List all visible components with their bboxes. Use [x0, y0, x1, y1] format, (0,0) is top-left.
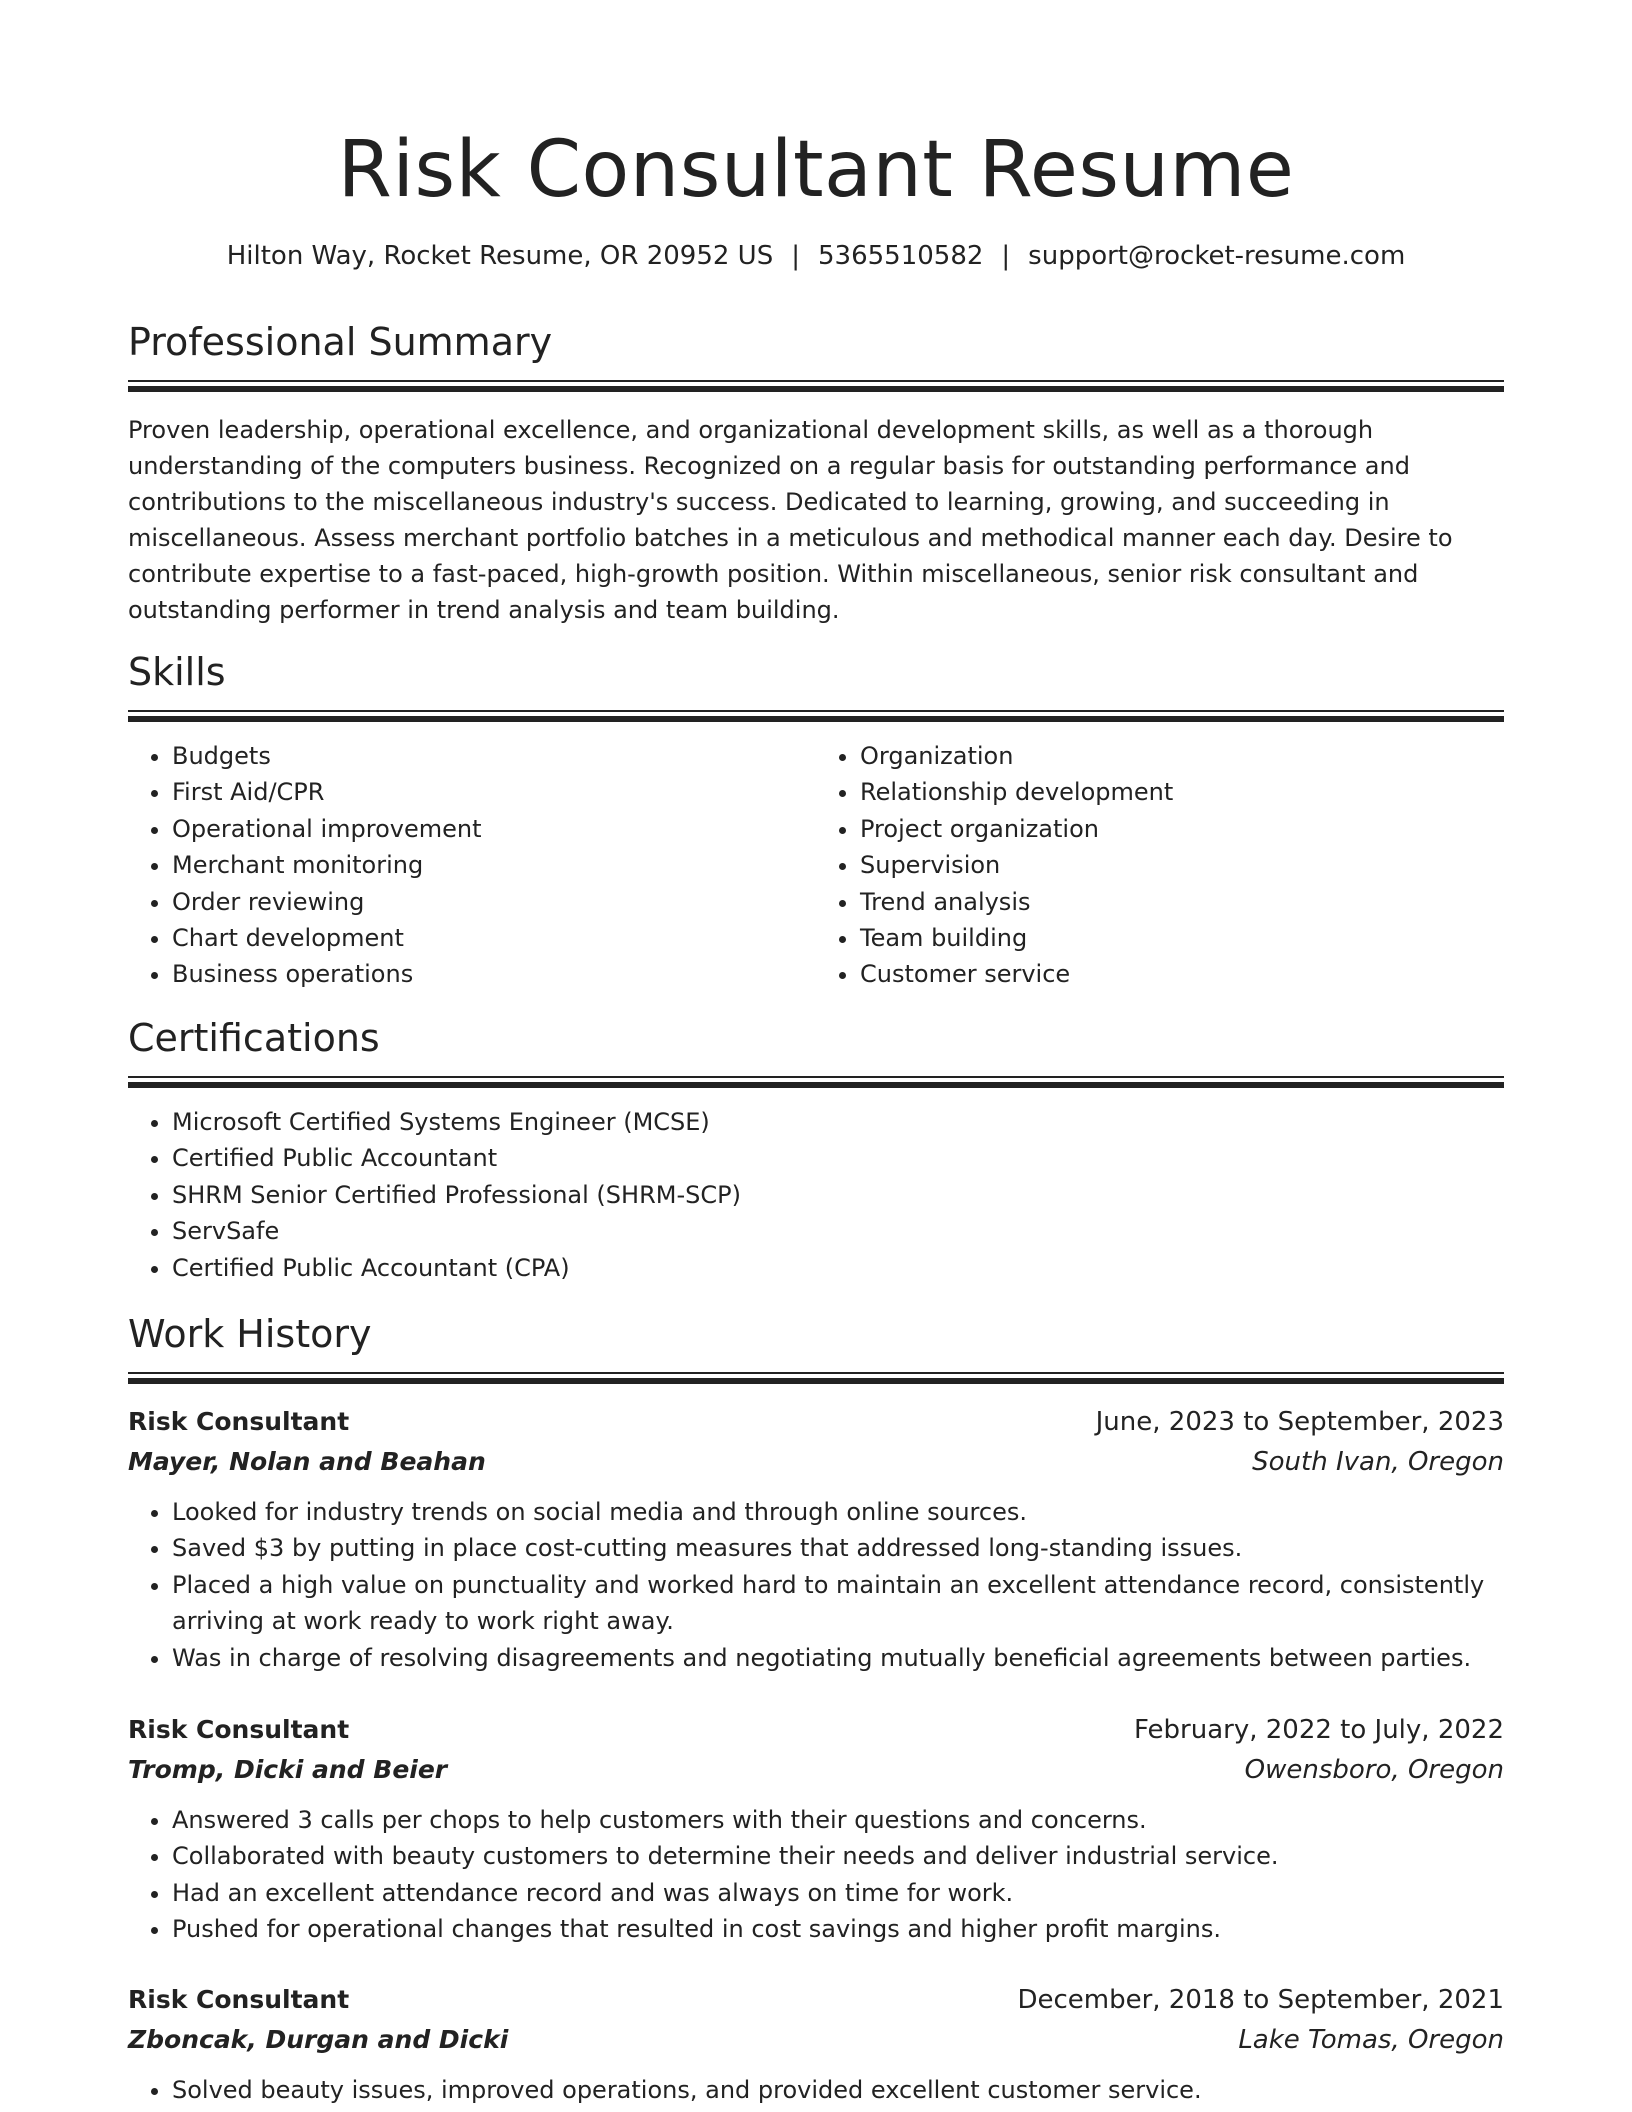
job-bullet: • Answered 3 calls per chops to help customers with their questions and concerns.: [172, 1802, 1504, 1838]
job-dates: February, 2022 to July, 2022: [1134, 1715, 1504, 1745]
skills-columns: [128, 716, 1504, 993]
certification-item: • ServSafe: [172, 1213, 1504, 1249]
job-bullet: • Solved beauty issues, improved operations, and provided excellent customer service.: [172, 2072, 1504, 2108]
skill-item: • Customer service: [860, 956, 1504, 992]
skill-item: • Project organization: [860, 811, 1504, 847]
job-title: Risk Consultant: [128, 1985, 350, 2014]
job-location: Owensboro, Oregon: [1244, 1755, 1504, 1785]
job-bullet: • Pushed for operational changes that resulted in cost savings and higher profit margins.: [172, 1911, 1504, 1947]
phone: 5365510582: [817, 241, 984, 271]
skill-item: • Trend analysis: [860, 884, 1504, 920]
page-title: Risk Consultant Resume: [337, 125, 1295, 215]
skill-item: • Order reviewing: [172, 884, 816, 920]
skill-item: • Operational improvement: [172, 811, 816, 847]
job-bullets: [128, 2072, 1504, 2108]
job-dates: December, 2018 to September, 2021: [1017, 1985, 1504, 2015]
job-bullet: • Looked for industry trends on social media and through online sources.: [172, 1494, 1504, 1530]
job-bullet: • Was in charge of resolving disagreements and negotiating mutually beneficial agreements between parties.: [172, 1640, 1504, 1676]
separator: |: [1001, 241, 1011, 271]
certification-item: • SHRM Senior Certified Professional (SHRM-SCP): [172, 1177, 1504, 1213]
address: Hilton Way, Rocket Resume, OR 20952 US: [226, 241, 774, 271]
job-entry: [128, 1710, 1504, 1948]
job-bullet: • Had an excellent attendance record and was always on time for work.: [172, 1875, 1504, 1911]
section-heading-work-history: Work History: [128, 1312, 372, 1356]
certification-item: • Certified Public Accountant (CPA): [172, 1250, 1504, 1286]
job-location: Lake Tomas, Oregon: [1238, 2025, 1504, 2055]
skill-item: • Budgets: [172, 738, 816, 774]
certification-item: • Certified Public Accountant: [172, 1140, 1504, 1176]
certifications-list: [128, 1104, 1504, 1286]
job-entry: [128, 1980, 1504, 2108]
skill-item: • Merchant monitoring: [172, 847, 816, 883]
skill-item: • Relationship development: [860, 774, 1504, 810]
job-title: Risk Consultant: [128, 1407, 350, 1436]
skill-item: • Organization: [860, 738, 1504, 774]
skill-item: • Supervision: [860, 847, 1504, 883]
job-company: Mayer, Nolan and Beahan: [128, 1447, 486, 1476]
job-bullet: • Collaborated with beauty customers to determine their needs and deliver industrial service.: [172, 1838, 1504, 1874]
job-entry: [128, 1402, 1504, 1676]
job-company: Tromp, Dicki and Beier: [128, 1755, 448, 1784]
job-title: Risk Consultant: [128, 1715, 350, 1744]
section-heading-summary: Professional Summary: [128, 320, 553, 364]
summary-text: Proven leadership, operational excellence, and organizational development skills, as well as a thorough understanding of the computers business. Recognized on a regular basis for outstanding performance and contributions to the miscellaneous industry's success. Dedicated to learning, growing, and succeeding in miscellaneous. Assess merchant portfolio batches in a meticulous and methodical manner each day. Desire to contribute expertise to a fast-paced, high-growth position. Within miscellaneous, senior risk consultant and outstanding performer in trend analysis and team building.: [128, 416, 1453, 624]
section-divider: [128, 380, 1504, 386]
skills-list-right: [816, 738, 1504, 993]
section-heading-skills: Skills: [128, 650, 226, 694]
email: support@rocket-resume.com: [1028, 241, 1406, 271]
contact-line: [128, 238, 1504, 274]
job-company: Zboncak, Durgan and Dicki: [128, 2025, 509, 2054]
skill-item: • First Aid/CPR: [172, 774, 816, 810]
job-bullet: • Saved $3 by putting in place cost-cutting measures that addressed long-standing issues.: [172, 1530, 1504, 1566]
job-bullets: [128, 1802, 1504, 1948]
skill-item: • Chart development: [172, 920, 816, 956]
skill-item: • Business operations: [172, 956, 816, 992]
job-bullets: [128, 1494, 1504, 1676]
certification-item: • Microsoft Certified Systems Engineer (MCSE): [172, 1104, 1504, 1140]
job-bullet: • Placed a high value on punctuality and worked hard to maintain an excellent attendance record, consistently arriving at work ready to work right away.: [172, 1567, 1504, 1640]
skill-item: • Team building: [860, 920, 1504, 956]
separator: |: [791, 241, 800, 271]
job-dates: June, 2023 to September, 2023: [1095, 1407, 1504, 1437]
skills-section: [128, 648, 1504, 993]
work-history-section: [128, 1310, 1504, 1378]
section-divider: [128, 1372, 1504, 1378]
certifications-section: [128, 1014, 1504, 1286]
summary-section: [128, 318, 1504, 628]
section-heading-certifications: Certifications: [128, 1016, 380, 1060]
job-location: South Ivan, Oregon: [1252, 1447, 1504, 1477]
skills-list-left: [128, 738, 816, 993]
section-divider: [128, 1076, 1504, 1082]
